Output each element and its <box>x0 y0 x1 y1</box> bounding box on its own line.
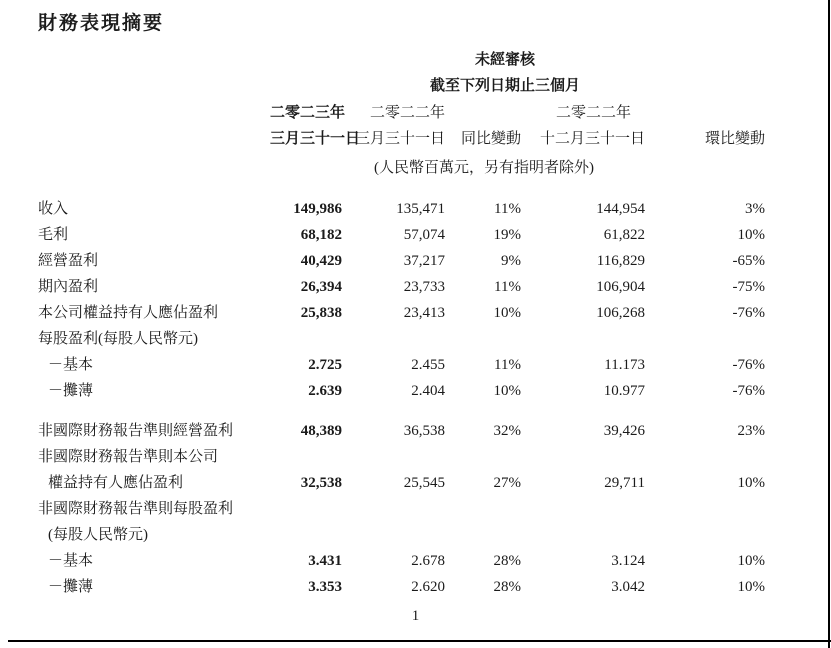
value-2022-dec <box>521 444 645 470</box>
table-row <box>0 300 831 326</box>
value-qoq-change: -65% <box>732 253 765 269</box>
row-label: 非國際財務報告準則每股盈利 <box>38 501 234 517</box>
value-2023-mar: 2.639 <box>308 383 342 399</box>
row-label: 權益持有人應佔盈利 <box>48 475 184 491</box>
value-yoy-change: 19% <box>493 227 521 243</box>
value-2023-mar: 3.431 <box>308 553 342 569</box>
value-2023-mar: 68,182 <box>300 227 342 243</box>
value-2022-dec: 106,904 <box>596 279 645 295</box>
value-qoq-change <box>645 522 765 548</box>
value-qoq-change: 10% <box>737 475 765 491</box>
row-label: －基本 <box>48 357 94 373</box>
value-2023-mar: 32,538 <box>300 475 342 491</box>
header-year-2023: 二零二三年 <box>270 105 346 121</box>
value-2023-mar <box>270 444 342 470</box>
row-label: 本公司權益持有人應佔盈利 <box>38 305 219 321</box>
header-date-row <box>0 126 831 152</box>
header-year-2022-dec: 二零二二年 <box>555 105 631 121</box>
table-row <box>0 470 831 496</box>
header-unit-note: (人民幣百萬元，另有指明者除外) <box>374 160 594 176</box>
table-row <box>0 496 831 522</box>
value-2022-mar: 2.678 <box>411 553 445 569</box>
value-2022-dec: 3.124 <box>611 553 645 569</box>
table-row <box>0 352 831 378</box>
value-2022-dec: 106,268 <box>596 305 645 321</box>
value-2022-dec <box>521 326 645 352</box>
value-yoy-change <box>445 444 521 470</box>
value-2023-mar <box>270 496 342 522</box>
table-row <box>0 522 831 548</box>
header-year-qoq-spacer <box>645 100 765 126</box>
value-yoy-change: 28% <box>493 553 521 569</box>
table-row <box>0 196 831 222</box>
table-spacer <box>0 404 831 418</box>
header-date-2023-mar: 三月三十一日 <box>270 131 361 147</box>
value-2022-mar: 37,217 <box>403 253 445 269</box>
value-2022-dec: 3.042 <box>611 579 645 595</box>
header-label-spacer <box>38 100 270 126</box>
row-label: －基本 <box>48 553 94 569</box>
value-2023-mar: 40,429 <box>300 253 342 269</box>
page-bottom-border <box>8 640 831 642</box>
value-qoq-change: 10% <box>737 553 765 569</box>
value-2023-mar: 149,986 <box>293 201 342 217</box>
table-row <box>0 274 831 300</box>
table-row <box>0 418 831 444</box>
value-yoy-change: 11% <box>494 279 521 295</box>
header-date-2022-mar: 三月三十一日 <box>354 131 445 147</box>
table-row <box>0 574 831 600</box>
value-2023-mar: 2.725 <box>308 357 342 373</box>
page-title: 財務表現摘要 <box>38 13 165 34</box>
value-yoy-change: 11% <box>494 201 521 217</box>
header-period-caption: 截至下列日期止三個月 <box>429 78 580 94</box>
value-yoy-change: 9% <box>501 253 521 269</box>
value-2022-mar: 135,471 <box>396 201 445 217</box>
value-2022-mar: 36,538 <box>403 423 445 439</box>
row-label: (每股人民幣元) <box>48 527 148 543</box>
value-yoy-change: 27% <box>493 475 521 491</box>
value-qoq-change: 10% <box>737 227 765 243</box>
value-qoq-change <box>645 326 765 352</box>
table-row <box>0 222 831 248</box>
value-2022-mar <box>342 444 445 470</box>
value-2022-mar: 2.404 <box>411 383 445 399</box>
value-qoq-change: -76% <box>732 357 765 373</box>
value-2022-mar <box>342 326 445 352</box>
value-2022-mar <box>342 496 445 522</box>
value-2022-dec <box>521 496 645 522</box>
table-row <box>0 444 831 470</box>
value-2023-mar <box>270 522 342 548</box>
table-row <box>0 326 831 352</box>
value-2023-mar <box>270 326 342 352</box>
value-qoq-change: -75% <box>732 279 765 295</box>
value-qoq-change: -76% <box>732 383 765 399</box>
value-2022-mar: 57,074 <box>403 227 445 243</box>
value-2023-mar: 26,394 <box>300 279 342 295</box>
row-label: 期內盈利 <box>38 279 99 295</box>
value-2022-mar: 2.620 <box>411 579 445 595</box>
table-row <box>0 378 831 404</box>
row-label: 每股盈利(每股人民幣元) <box>38 331 198 347</box>
value-2022-mar: 23,733 <box>403 279 445 295</box>
value-yoy-change: 32% <box>493 423 521 439</box>
value-2022-mar: 25,545 <box>403 475 445 491</box>
value-2022-dec: 61,822 <box>603 227 645 243</box>
header-yoy-change: 同比變動 <box>460 131 521 147</box>
value-yoy-change <box>445 496 521 522</box>
value-2022-mar: 2.455 <box>411 357 445 373</box>
value-yoy-change <box>445 326 521 352</box>
row-label: 非國際財務報告準則經營盈利 <box>38 423 234 439</box>
row-label: －攤薄 <box>48 383 94 399</box>
value-2023-mar: 48,389 <box>300 423 342 439</box>
value-2022-dec <box>521 522 645 548</box>
value-yoy-change: 11% <box>494 357 521 373</box>
value-yoy-change: 10% <box>493 383 521 399</box>
header-label-spacer <box>38 126 270 152</box>
value-yoy-change <box>445 522 521 548</box>
value-2022-mar: 23,413 <box>403 305 445 321</box>
page-number: 1 <box>411 608 420 624</box>
table-row <box>0 548 831 574</box>
row-label: －攤薄 <box>48 579 94 595</box>
row-label: 收入 <box>38 201 69 217</box>
value-2022-mar <box>342 522 445 548</box>
header-year-row <box>0 100 831 126</box>
row-label: 非國際財務報告準則本公司 <box>38 449 219 465</box>
value-yoy-change: 28% <box>493 579 521 595</box>
financial-table-body <box>0 196 831 600</box>
value-2023-mar: 25,838 <box>300 305 342 321</box>
value-qoq-change <box>645 444 765 470</box>
value-qoq-change: 3% <box>745 201 765 217</box>
header-date-2022-dec: 十二月三十一日 <box>539 131 645 147</box>
row-label: 經營盈利 <box>38 253 99 269</box>
value-qoq-change: 23% <box>737 423 765 439</box>
value-2022-dec: 10.977 <box>603 383 645 399</box>
value-2023-mar: 3.353 <box>308 579 342 595</box>
header-year-yoy-spacer <box>445 100 521 126</box>
table-row <box>0 248 831 274</box>
value-2022-dec: 29,711 <box>604 475 645 491</box>
value-qoq-change <box>645 496 765 522</box>
value-2022-dec: 144,954 <box>596 201 645 217</box>
value-2022-dec: 116,829 <box>596 253 645 269</box>
header-qoq-change: 環比變動 <box>704 131 765 147</box>
value-2022-dec: 39,426 <box>603 423 645 439</box>
row-label: 毛利 <box>38 227 69 243</box>
value-yoy-change: 10% <box>493 305 521 321</box>
header-year-2022-mar: 二零二二年 <box>369 105 445 121</box>
value-2022-dec: 11.173 <box>604 357 645 373</box>
header-audit-status: 未經審核 <box>474 52 535 68</box>
value-qoq-change: -76% <box>732 305 765 321</box>
value-qoq-change: 10% <box>737 579 765 595</box>
